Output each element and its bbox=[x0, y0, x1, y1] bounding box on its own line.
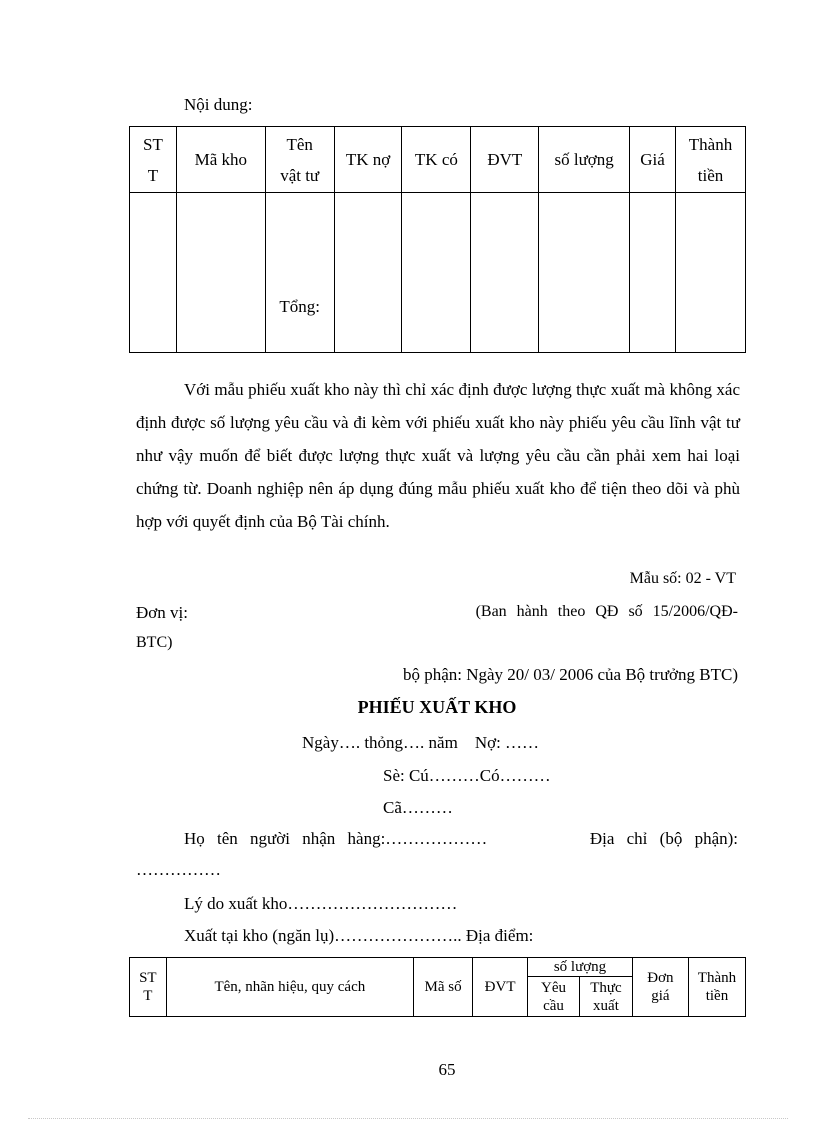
form-title: PHIẾU XUẤT KHO bbox=[357, 697, 517, 717]
col-tk-co: TK có bbox=[402, 127, 471, 193]
warehouse-line: Xuất tại kho (ngăn lụ)………………….. Địa điểm: bbox=[184, 926, 534, 945]
content-table bbox=[129, 126, 746, 353]
department-line: bộ phận: Ngày 20/ 03/ 2006 của Bộ trưởng BTC) bbox=[402, 665, 738, 684]
col-ten-vat-tu: Tên vật tư bbox=[265, 127, 334, 193]
body-paragraph: Với mẫu phiếu xuất kho này thì chỉ xác định được lượng thực xuất mà không xác định được số lượng yêu cầu và đi kèm với phiếu xuất kho này phiếu yêu cầu lĩnh vật tư như vậy muốn để biết được lượng thực xuất và lượng yêu cầu cần phải xem hai loại chứng từ. Doanh nghiệp nên áp dụng đúng mẫu phiếu xuất kho để tiện theo dõi và phù hợp với quyết định của Bộ Tài chính. bbox=[136, 380, 740, 531]
intro-label: Nội dung: bbox=[184, 95, 253, 114]
number-line: Sè: Cú………Có……… bbox=[383, 766, 551, 785]
table-header-row bbox=[130, 127, 746, 193]
unit-label: Đơn vị: bbox=[136, 603, 188, 622]
col-ten-nhan-hieu: Tên, nhãn hiệu, quy cách bbox=[166, 958, 413, 1017]
address-label: Địa chỉ (bộ phận): bbox=[589, 829, 738, 848]
col-yeu-cau: Yêu cầu bbox=[528, 977, 580, 1017]
page-number: 65 bbox=[438, 1060, 456, 1079]
col-ma-so: Mã số bbox=[414, 958, 473, 1017]
items-table bbox=[129, 957, 746, 1017]
recipient-name: Họ tên người nhận hàng:……………… bbox=[184, 829, 488, 848]
col-dvt: ĐVT bbox=[471, 127, 539, 193]
reason-line: Lý do xuất kho………………………… bbox=[184, 894, 458, 913]
issued-by: (Ban hành theo QĐ số 15/2006/QĐ- bbox=[475, 603, 738, 620]
col-so-luong: số lượng bbox=[539, 127, 630, 193]
col-tk-no: TK nợ bbox=[334, 127, 402, 193]
total-label: Tổng: bbox=[265, 193, 334, 353]
form-number: Mẫu số: 02 - VT bbox=[629, 570, 736, 587]
col-stt: ST T bbox=[130, 958, 167, 1017]
table-row bbox=[130, 193, 746, 353]
date-line: Ngày…. thỏng…. năm Nợ: …… bbox=[302, 733, 540, 752]
issued-by-cont: BTC) bbox=[136, 634, 173, 651]
col-so-luong: số lượng bbox=[528, 958, 633, 977]
col-thuc-xuat: Thực xuất bbox=[579, 977, 632, 1017]
col-stt: ST T bbox=[130, 127, 177, 193]
ca-line: Cã……… bbox=[383, 798, 453, 817]
col-dvt: ĐVT bbox=[473, 958, 528, 1017]
address-dots: …………… bbox=[136, 860, 221, 879]
col-don-gia: Đơn giá bbox=[632, 958, 688, 1017]
col-thanh-tien: Thành tiền bbox=[688, 958, 745, 1017]
table-header-row bbox=[130, 958, 746, 977]
col-thanh-tien: Thành tiền bbox=[676, 127, 746, 193]
col-ma-kho: Mã kho bbox=[176, 127, 265, 193]
col-gia: Giá bbox=[630, 127, 676, 193]
page-bottom-divider bbox=[28, 1118, 788, 1119]
